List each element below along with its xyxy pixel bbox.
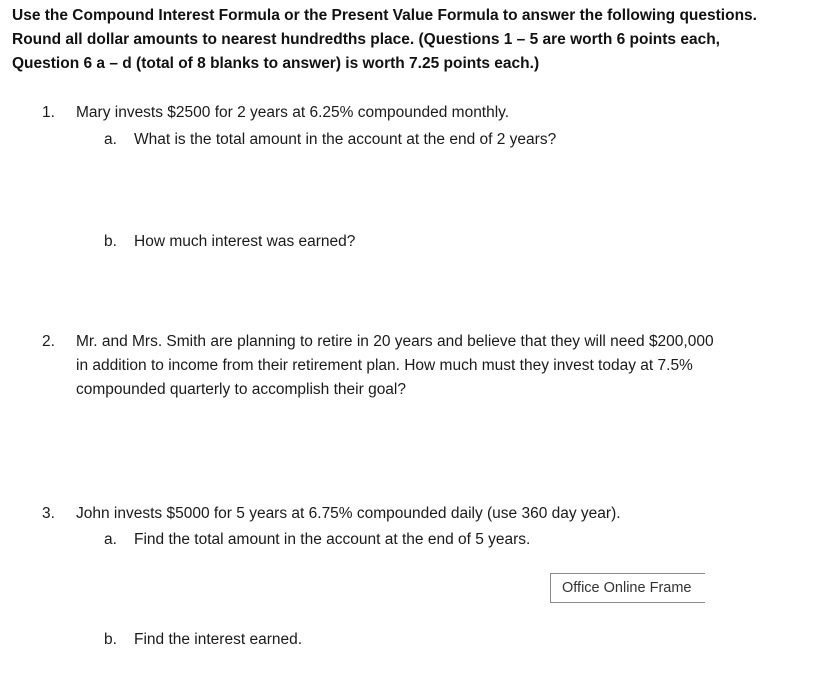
subquestion-letter: a.	[104, 531, 117, 548]
question-number: 3.	[42, 505, 55, 522]
instructions-line-2: Round all dollar amounts to nearest hundredths place. (Questions 1 – 5 are worth 6 points each,	[12, 31, 720, 48]
question-text	[76, 330, 796, 402]
subquestion-letter: a.	[104, 131, 117, 148]
question-number: 2.	[42, 333, 55, 350]
subquestion-text: Find the interest earned.	[134, 631, 303, 648]
office-online-frame-label: Office Online Frame	[562, 580, 692, 596]
instructions	[12, 4, 802, 76]
subquestion-letter: b.	[104, 233, 117, 250]
question-text: Mary invests $2500 for 2 years at 6.25% compounded monthly.	[76, 104, 510, 121]
office-online-frame[interactable]	[550, 573, 705, 603]
subquestion-text: How much interest was earned?	[134, 233, 356, 250]
question-text: John invests $5000 for 5 years at 6.75% compounded daily (use 360 day year).	[76, 505, 621, 522]
subquestion-text: Find the total amount in the account at the end of 5 years.	[134, 531, 531, 548]
subquestion-letter: b.	[104, 631, 117, 648]
question-number: 1.	[42, 104, 55, 121]
instructions-line-3: Question 6 a – d (total of 8 blanks to answer) is worth 7.25 points each.)	[12, 55, 540, 72]
subquestion-text: What is the total amount in the account at the end of 2 years?	[134, 131, 557, 148]
question-text-line: Mr. and Mrs. Smith are planning to retire in 20 years and believe that they will need $200,000	[76, 333, 714, 350]
instructions-line-1: Use the Compound Interest Formula or the Present Value Formula to answer the following questions.	[12, 7, 757, 24]
question-text-line: compounded quarterly to accomplish their goal?	[76, 381, 406, 398]
question-text-line: in addition to income from their retirement plan. How much must they invest today at 7.5%	[76, 357, 693, 374]
